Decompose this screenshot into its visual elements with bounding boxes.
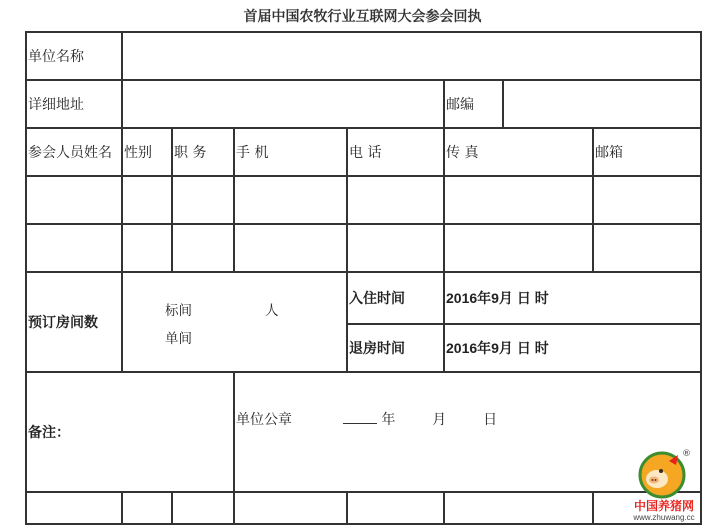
logo-url: www.zhuwang.cc [633, 513, 695, 522]
attendee-position-cell[interactable] [172, 176, 234, 224]
seal-label: 单位公章 [236, 412, 292, 428]
checkout-value[interactable] [444, 324, 701, 372]
attendee-fax-cell[interactable] [444, 224, 593, 272]
checkout-label: 退房时间 [347, 324, 444, 372]
header-name: 参会人员姓名 [26, 128, 122, 176]
attendee-name-cell[interactable] [26, 176, 122, 224]
attendee-mobile-cell[interactable] [234, 176, 347, 224]
bottom-cell[interactable] [347, 492, 444, 524]
header-email: 邮箱 [593, 128, 701, 176]
checkin-value[interactable] [444, 272, 701, 324]
seal-month: 月 [432, 412, 447, 428]
header-position-text: 职 务 [174, 145, 207, 161]
unit-name-label: 单位名称 [26, 32, 122, 80]
remarks-label: 备注： [26, 372, 234, 492]
header-phone-text: 电 话 [349, 145, 382, 161]
attendee-phone-cell[interactable] [347, 224, 444, 272]
attendee-position-cell[interactable] [172, 224, 234, 272]
seal-year: 年 [381, 412, 396, 428]
header-fax [444, 128, 593, 176]
postcode-field[interactable] [503, 80, 701, 128]
postcode-label: 邮编 [444, 80, 503, 128]
logo-text: 中国养猪网 [633, 499, 694, 513]
attendee-row [26, 176, 701, 224]
unit-name-field[interactable] [122, 32, 701, 80]
attendee-gender-cell[interactable] [122, 224, 172, 272]
bottom-cell[interactable] [172, 492, 234, 524]
checkin-row [26, 272, 701, 324]
room-standard-line [165, 299, 279, 319]
checkout-value-text: 2016年9月 日 时 [446, 340, 549, 356]
header-fax-text: 传 真 [446, 145, 479, 161]
bottom-cell[interactable] [26, 492, 122, 524]
attendee-name-cell[interactable] [26, 224, 122, 272]
attendee-row [26, 224, 701, 272]
unit-name-row [26, 32, 701, 80]
room-single-label: 单间 [165, 331, 192, 347]
seal-year-blank[interactable] [343, 411, 377, 424]
address-field[interactable] [122, 80, 444, 128]
address-row [26, 80, 701, 128]
bottom-cell[interactable] [444, 492, 593, 524]
header-mobile [234, 128, 347, 176]
room-unit: 人 [265, 303, 279, 319]
attendee-fax-cell[interactable] [444, 176, 593, 224]
attendee-phone-cell[interactable] [347, 176, 444, 224]
form-title: 首届中国农牧行业互联网大会参会回执 [243, 9, 482, 25]
address-label: 详细地址 [26, 80, 122, 128]
registered-mark: ® [682, 449, 691, 459]
registration-form-table [25, 31, 702, 525]
header-phone [347, 128, 444, 176]
header-gender: 性别 [122, 128, 172, 176]
site-logo [626, 449, 724, 529]
room-booking-label: 预订房间数 [26, 272, 122, 372]
attendee-mobile-cell[interactable] [234, 224, 347, 272]
attendee-header-row [26, 128, 701, 176]
header-mobile-text: 手 机 [236, 145, 269, 161]
room-standard-label: 标间 [165, 303, 192, 319]
room-single-line [165, 327, 192, 347]
bottom-cell[interactable] [122, 492, 172, 524]
room-booking-field[interactable] [122, 272, 347, 372]
seal-day: 日 [483, 412, 498, 428]
attendee-email-cell[interactable] [593, 224, 701, 272]
checkin-label: 入住时间 [347, 272, 444, 324]
bottom-cell[interactable] [234, 492, 347, 524]
attendee-gender-cell[interactable] [122, 176, 172, 224]
header-position [172, 128, 234, 176]
bottom-row [26, 492, 701, 524]
checkin-value-text: 2016年9月 日 时 [446, 290, 549, 306]
seal-line [236, 409, 700, 429]
attendee-email-cell[interactable] [593, 176, 701, 224]
remarks-row [26, 372, 701, 492]
